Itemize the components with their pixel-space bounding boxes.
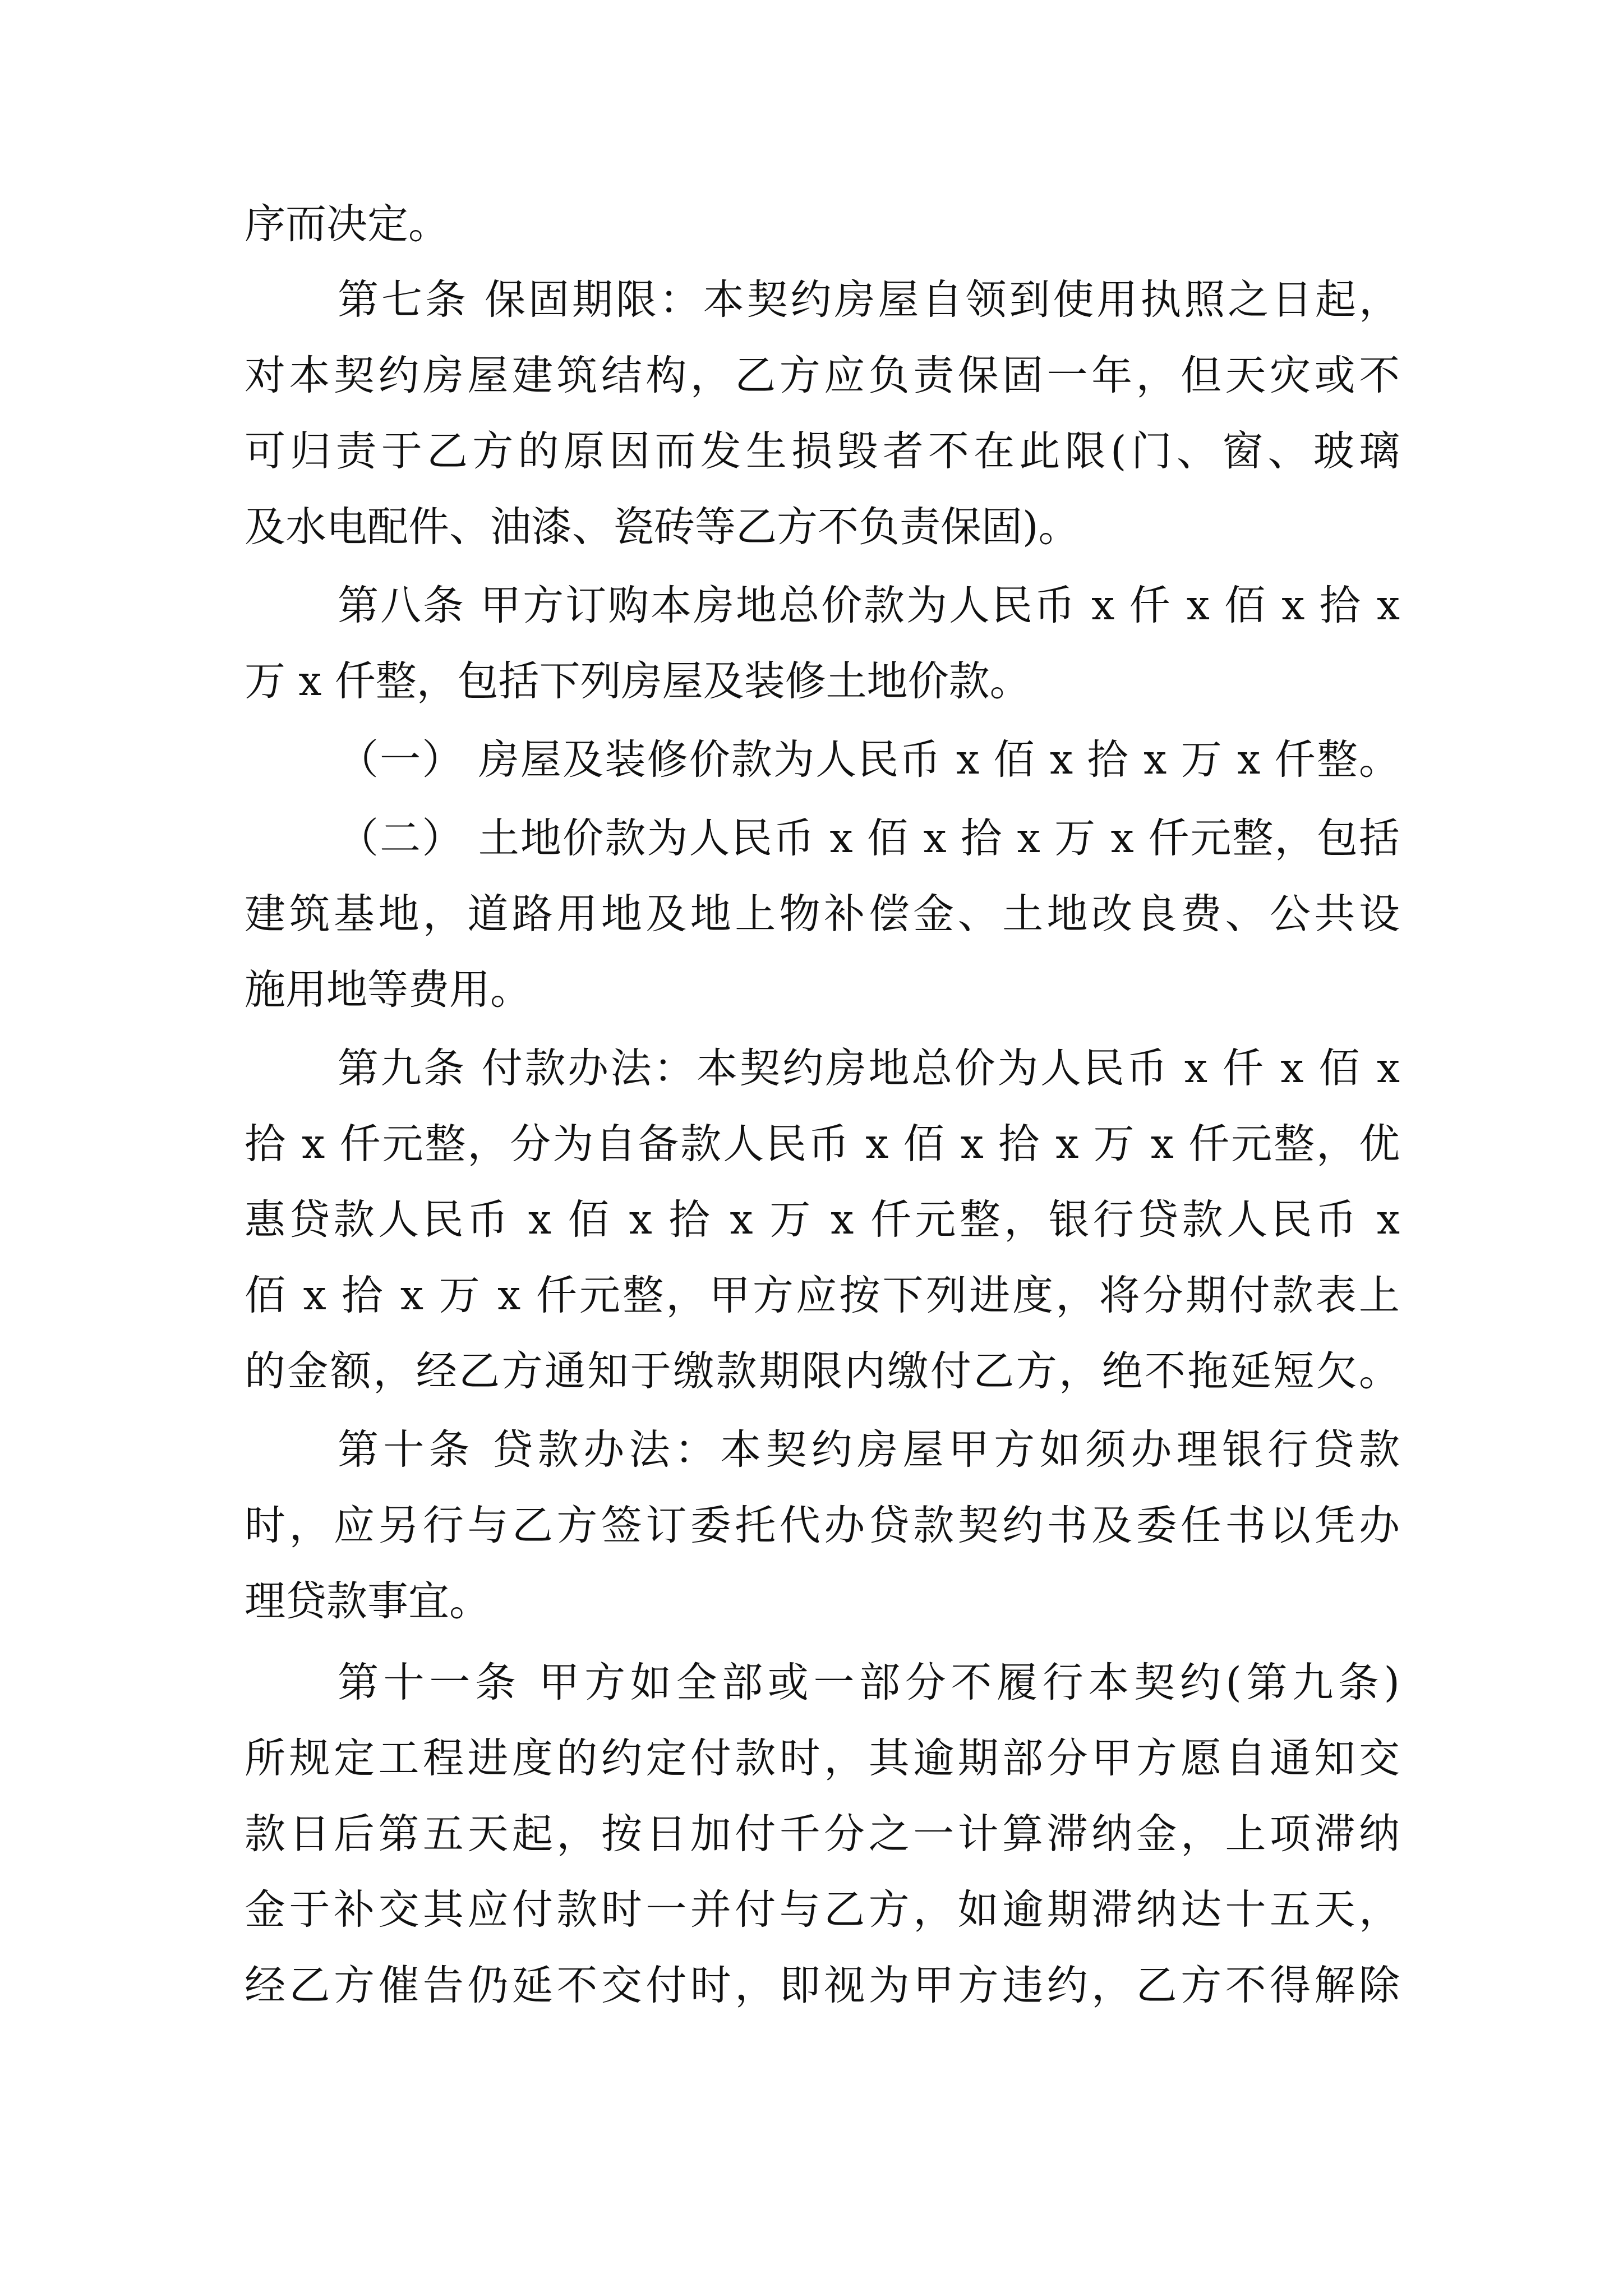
text-line-article10-2: 时，应另行与乙方签订委托代办贷款契约书及委任书以凭办 [245, 1502, 1400, 1549]
text-line-article11-4: 金于补交其应付款时一并付与乙方，如逾期滞纳达十五天， [245, 1886, 1400, 1934]
text-line-article7-1: 第七条 保固期限：本契约房屋自领到使用执照之日起， [338, 276, 1400, 324]
text-line-article9-4: 佰 x 拾 x 万 x 仟元整，甲方应按下列进度，将分期付款表上 [245, 1272, 1400, 1319]
text-line-article11-5: 经乙方催告仍延不交付时，即视为甲方违约，乙方不得解除 [245, 1962, 1400, 2009]
text-line-article8-1: 第八条 甲方订购本房地总价款为人民币 x 仟 x 佰 x 拾 x [338, 582, 1400, 629]
text-line-article9-2: 拾 x 仟元整，分为自备款人民币 x 佰 x 拾 x 万 x 仟元整，优 [245, 1120, 1400, 1168]
text-line-article8-item2-1: （二） 土地价款为人民币 x 佰 x 拾 x 万 x 仟元整，包括 [338, 815, 1400, 862]
text-line-article10-3: 理贷款事宜。 [245, 1577, 490, 1625]
text-line-article7-2: 对本契约房屋建筑结构，乙方应负责保固一年，但天灾或不 [245, 352, 1400, 399]
text-line-article8-item2-3: 施用地等费用。 [245, 966, 531, 1014]
text-line-article11-3: 款日后第五天起，按日加付千分之一计算滞纳金，上项滞纳 [245, 1810, 1400, 1858]
text-line-article8-2: 万 x 仟整，包括下列房屋及装修土地价款。 [245, 657, 1031, 705]
text-line-article8-item1: （一） 房屋及装修价款为人民币 x 佰 x 拾 x 万 x 仟整。 [338, 736, 1400, 784]
text-line-article7-3: 可归责于乙方的原因而发生损毁者不在此限(门、窗、玻璃 [245, 427, 1400, 475]
text-line-article11-2: 所规定工程进度的约定付款时，其逾期部分甲方愿自通知交 [245, 1734, 1400, 1782]
text-line-article9-1: 第九条 付款办法：本契约房地总价为人民币 x 仟 x 佰 x [338, 1045, 1400, 1092]
text-line-article11-1: 第十一条 甲方如全部或一部分不履行本契约(第九条) [338, 1659, 1400, 1706]
text-line-article9-3: 惠贷款人民币 x 佰 x 拾 x 万 x 仟元整，银行贷款人民币 x [245, 1196, 1400, 1244]
text-line-article9-5: 的金额，经乙方通知于缴款期限内缴付乙方，绝不拖延短欠。 [245, 1347, 1400, 1395]
text-line-article10-1: 第十条 贷款办法：本契约房屋甲方如须办理银行贷款 [338, 1426, 1400, 1474]
text-line-section6-end: 序而决定。 [245, 200, 449, 248]
text-line-article7-4: 及水电配件、油漆、瓷砖等乙方不负责保固)。 [245, 503, 1080, 551]
text-line-article8-item2-2: 建筑基地，道路用地及地上物补偿金、土地改良费、公共设 [245, 890, 1400, 938]
